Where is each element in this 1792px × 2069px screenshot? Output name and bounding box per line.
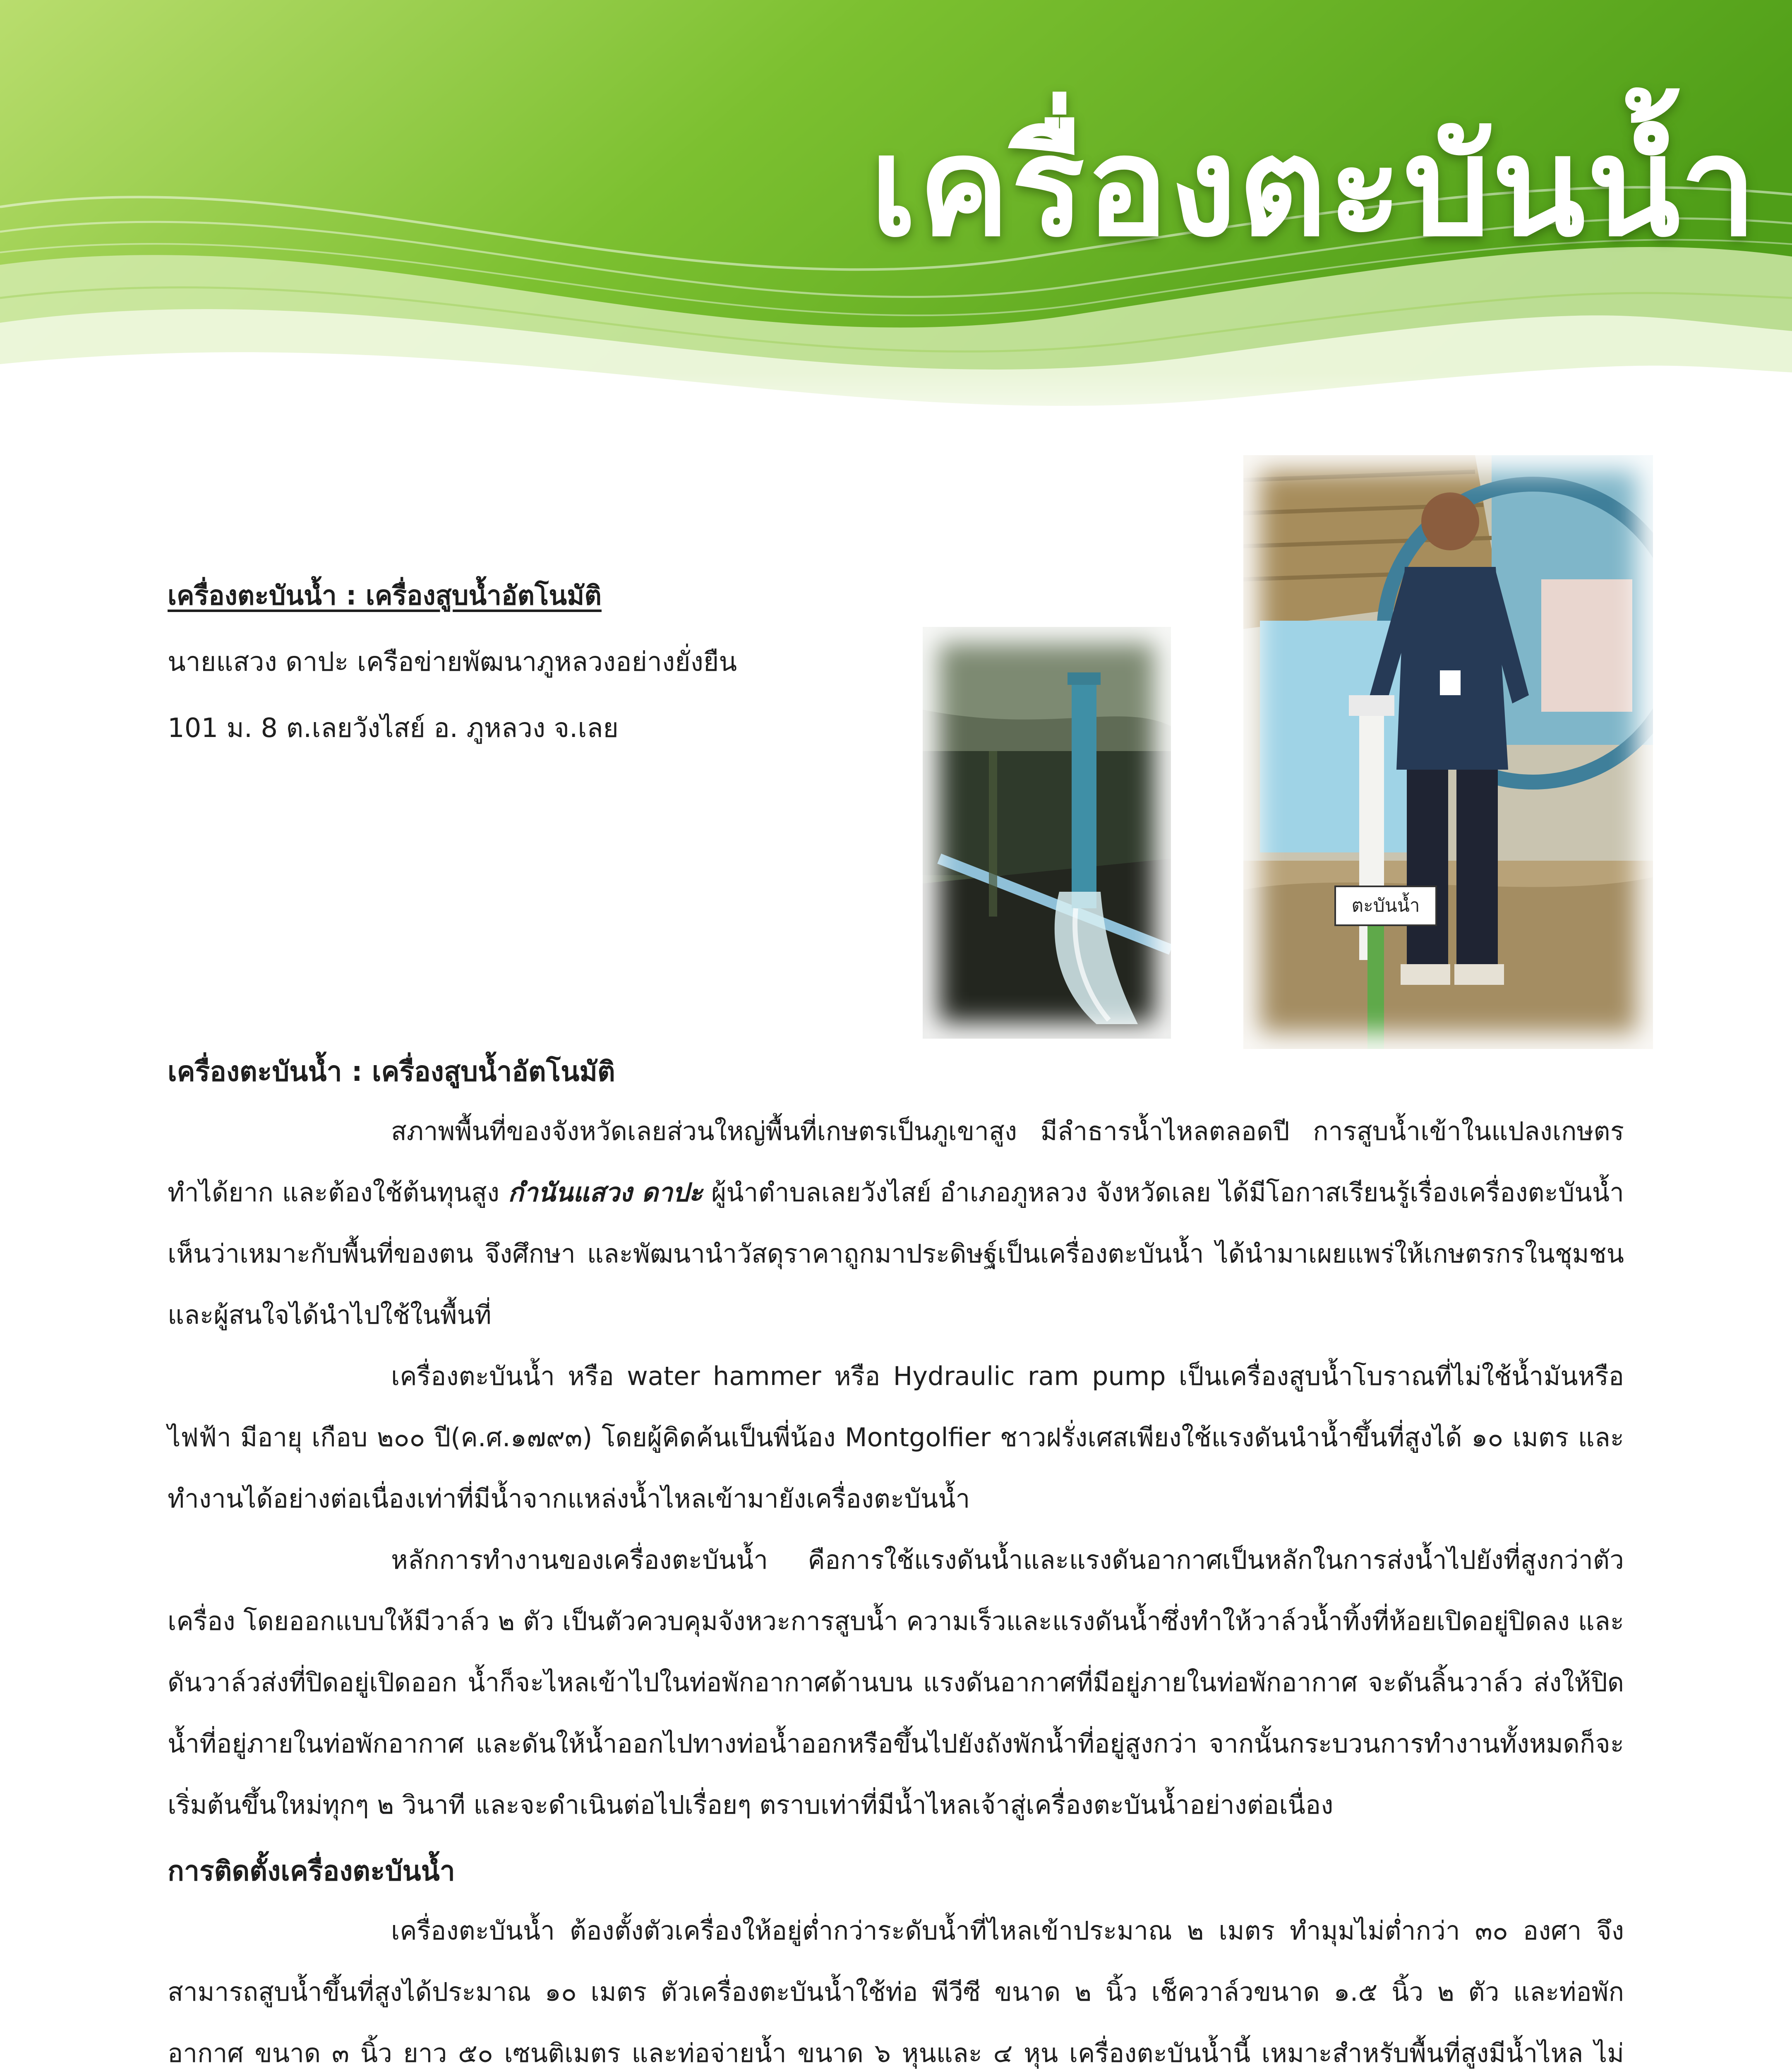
- paragraph-3: หลักการทำงานของเครื่องตะบันน้ำ คือการใช้แรงดันน้ำและแรงดันอากาศเป็นหลักในการส่งน้ำไปยังที่สูงกว่าตัวเครื่อง โดยออกแบบให้มีวาล์ว ๒ ตัว เป็นตัวควบคุมจังหวะการสูบน้ำ ความเร็วและแรงดันน้ำซึ่งทำให้วาล์วน้ำทิ้งที่ห้อยเปิดอยู่ปิดลง และดันวาล์วส่งที่ปิดอยู่เปิดออก น้ำก็จะไหลเข้าไปในท่อพักอากาศด้านบน แรงดันอากาศที่มีอยู่ภายในท่อพักอากาศ จะดันลิ้นวาล์ว ส่งให้ปิดน้ำที่อยู่ภายในท่อพักอากาศ และดันให้น้ำออกไปทางท่อน้ำออกหรือขึ้นไปยังถังพักน้ำที่อยู่สูงกว่า จากนั้นกระบวนการทำงานทั้งหมดก็จะเริ่มต้นขึ้นใหม่ทุกๆ ๒ วินาที และจะดำเนินต่อไปเรื่อยๆ ตราบเท่าที่มีน้ำไหลเจ้าสู่เครื่องตะบันน้ำอย่างต่อเนื่อง: [168, 1545, 1624, 1820]
- water-pipe-photo: [923, 627, 1171, 1039]
- paragraph-installation: เครื่องตะบันน้ำ ต้องตั้งตัวเครื่องให้อยู่ต่ำกว่าระดับน้ำที่ไหลเข้าประมาณ ๒ เมตร ทำมุมไม่ต่ำกว่า ๓๐ องศา จึงสามารถสูบน้ำขึ้นที่สูงได้ประมาณ ๑๐ เมตร ตัวเครื่องตะบันน้ำใช้ท่อ พีวีซี ขนาด ๒ นิ้ว เช็ควาล์วขนาด ๑.๕ นิ้ว ๒ ตัว และท่อพักอากาศ ขนาด ๓ นิ้ว ยาว ๕๐ เซนติเมตร และท่อจ่ายน้ำ ขนาด ๖ หุนและ ๔ หุน เครื่องตะบันน้ำนี้ เหมาะสำหรับพื้นที่สูงมีน้ำไหล ไม่: [168, 1915, 1624, 2068]
- section-heading-installation: การติดตั้งเครื่องตะบันน้ำ: [168, 1855, 455, 1887]
- pump-sign: ตะบันน้ำ: [1334, 886, 1437, 926]
- paragraph-1-text-a: สภาพพื้นที่ของจังหวัดเลยส่วนใหญ่พื้นที่เกษตรเป็นภูเขาสูง มีลำธารน้ำไหลตลอดปี การสูบน้ำเข้าในแปลงเกษตรทำได้ยาก และต้องใช้ต้นทุนสูง: [168, 1116, 1624, 1207]
- section-heading-pump: เครื่องตะบันน้ำ : เครื่องสูบน้ำอัตโนมัติ: [168, 1056, 615, 1087]
- paragraph-2: เครื่องตะบันน้ำ หรือ water hammer หรือ Hydraulic ram pump เป็นเครื่องสูบน้ำโบราณที่ไม่ใช้น้ำมันหรือไฟฟ้า มีอายุ เกือบ ๒๐๐ ปี(ค.ศ.๑๗๙๓) โดยผู้คิดค้นเป็นพี่น้อง Montgolfier ชาวฝรั่งเศสเพียงใช้แรงดันนำน้ำขึ้นที่สูงได้ ๑๐ เมตร และทำงานได้อย่างต่อเนื่องเท่าที่มีน้ำจากแหล่งน้ำไหลเข้ามายังเครื่องตะบันน้ำ: [168, 1361, 1624, 1514]
- paragraph-1-name: กำนันแสวง ดาปะ: [508, 1177, 703, 1207]
- intro-address-line: 101 ม. 8 ต.เลยวังไสย์ อ. ภูหลวง จ.เลย: [168, 713, 619, 744]
- page-title: เครื่องตะบันน้ำ: [870, 106, 1758, 266]
- farmer-with-pump-photo: [1243, 455, 1653, 1049]
- intro-heading: เครื่องตะบันน้ำ : เครื่องสูบน้ำอัตโนมัติ: [168, 581, 602, 611]
- article-body: [168, 1043, 1624, 2069]
- intro-name-line: นายแสวง ดาปะ เครือข่ายพัฒนาภูหลวงอย่างยั่งยืน: [168, 647, 737, 677]
- intro-block: [168, 563, 912, 761]
- paragraph-1: [168, 1101, 1624, 1346]
- paragraph-1-text-c: ผู้นำตำบลเลยวังไสย์ อำเภอภูหลวง จังหวัดเลย ได้มีโอกาสเรียนรู้เรื่องเครื่องตะบันน้ำ เห็นว่าเหมาะกับพื้นที่ของตน จึงศึกษา และพัฒนานำวัสดุราคาถูกมาประดิษฐ์เป็นเครื่องตะบันน้ำ ได้นำมาเผยแพร่ให้เกษตรกรในชุมชนและผู้สนใจได้นำไปใช้ในพื้นที่: [168, 1177, 1624, 1330]
